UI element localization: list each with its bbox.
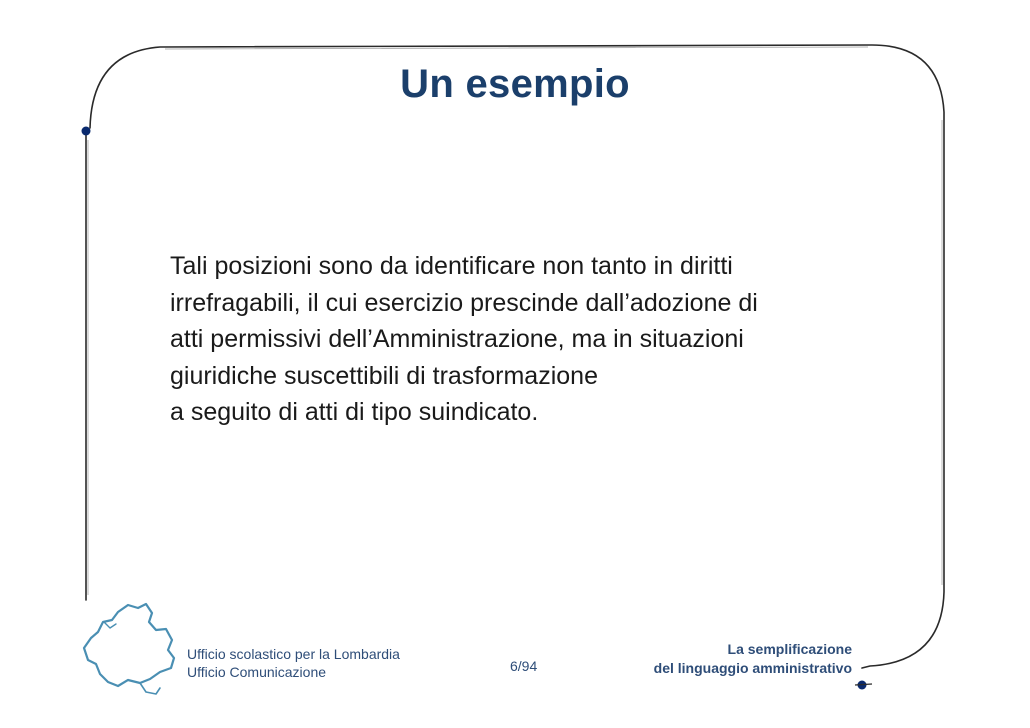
slide-body [170,248,890,431]
frame-dot-left [82,127,91,136]
page-number: 6/94 [510,658,538,674]
frame-bottom-stroke [855,684,872,685]
slide-title: Un esempio [400,62,630,106]
footer-department: Ufficio Comunicazione [187,664,327,680]
footer-title-line1: La semplificazione [727,641,852,657]
lombardia-map-outline-icon [84,604,174,694]
footer-presentation-title [654,640,852,678]
body-line: giuridiche suscettibili di trasformazione [170,361,598,390]
body-line: irrefragabili, il cui esercizio prescinde dall’adozione di [170,288,758,317]
body-line: atti permissivi dell’Amministrazione, ma in situazioni [170,325,744,353]
footer-office: Ufficio scolastico per la Lombardia [187,646,400,662]
body-line: Tali posizioni sono da identificare non tanto in diritti [170,252,733,280]
footer-organization [187,645,400,681]
footer-title-line2: del linguaggio amministrativo [653,660,852,676]
body-line: a seguito di atti di tipo suindicato. [170,398,539,426]
